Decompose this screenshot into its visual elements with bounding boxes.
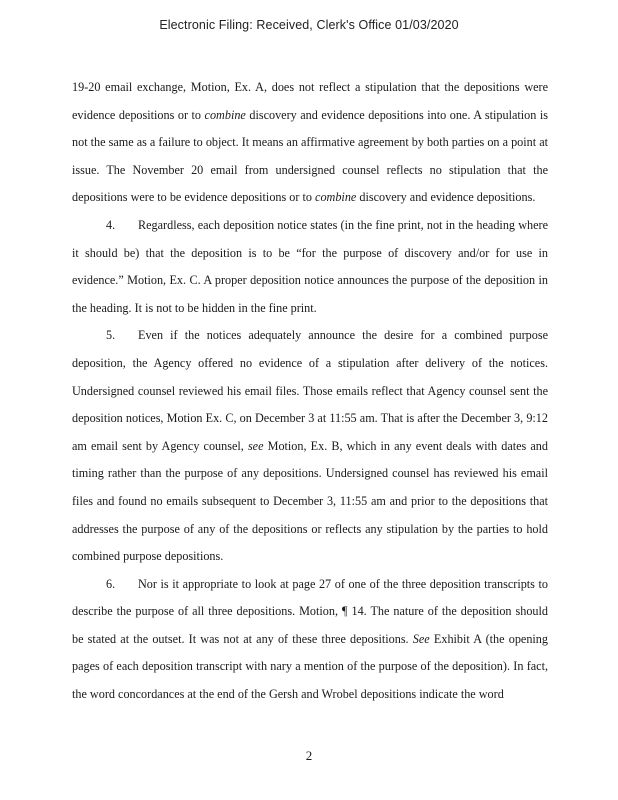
paragraph-text: discovery and evidence depositions. <box>356 190 536 205</box>
italic-text: combine <box>315 190 357 205</box>
page-number: 2 <box>305 748 313 763</box>
paragraph-text: discovery and evidence depositions into one. A stipulation is not the same as a failure to object. It means an affirmative agreement by both parties on a point at issue. The November 20 email from undersigned counsel reflects no stipulation that the depositions were to be evidence depositions or to <box>72 107 548 205</box>
paragraph <box>72 74 548 212</box>
italic-text: combine <box>204 107 246 122</box>
filing-stamp-header: Electronic Filing: Received, Clerk's Office 01/03/2020 <box>159 18 459 32</box>
paragraph-text: 19-20 email exchange, Motion, Ex. A, does not reflect a stipulation that the depositions were evidence depositions or to <box>72 80 548 122</box>
paragraph-text: Even if the notices adequately announce the desire for a combined purpose deposition, the Agency offered no evidence of a stipulation after delivery of the notices. Undersigned counsel reviewed his email files. Those emails reflect that Agency counsel sent the deposition notices, Motion Ex. C, on December 3 at 11:55 am. That is after the December 3, 9:12 am email sent by Agency counsel, <box>72 328 548 453</box>
paragraph <box>72 571 548 709</box>
paragraph-text: Exhibit A (the opening pages of each deposition transcript with nary a mention of the purpose of the deposition). In fact, the word concordances at the end of the Gersh and Wrobel depositions indicate the word <box>72 631 548 702</box>
paragraph-number: 4. <box>106 217 116 232</box>
paragraph-text: Nor is it appropriate to look at page 27 of one of the three deposition transcripts to describe the purpose of all three depositions. Motion, ¶ 14. The nature of the deposition should be stated at the outset. It was not at any of these three depositions. <box>72 576 548 646</box>
italic-text: See <box>412 631 430 646</box>
paragraph-number: 6. <box>106 576 116 591</box>
paragraph <box>72 322 548 570</box>
document-body <box>72 74 548 709</box>
paragraph-text: Regardless, each deposition notice states (in the fine print, not in the heading where it should be) that the deposition is to be “for the purpose of discovery and/or for use in evidence.” Motion, Ex. C. A proper deposition notice announces the purpose of the deposition in the heading. It is not to be hidden in the fine print. <box>72 217 548 315</box>
italic-text: see <box>247 438 264 453</box>
paragraph-text: Motion, Ex. B, which in any event deals with dates and timing rather than the purpose of any depositions. Undersigned counsel has reviewed his email files and found no emails subsequent to December 3, 11:55 am and prior to the depositions that addresses the purpose of any of the depositions or reflects any stipulation by the parties to hold combined purpose depositions. <box>72 438 548 564</box>
paragraph <box>72 212 548 322</box>
paragraph-number: 5. <box>106 328 116 343</box>
